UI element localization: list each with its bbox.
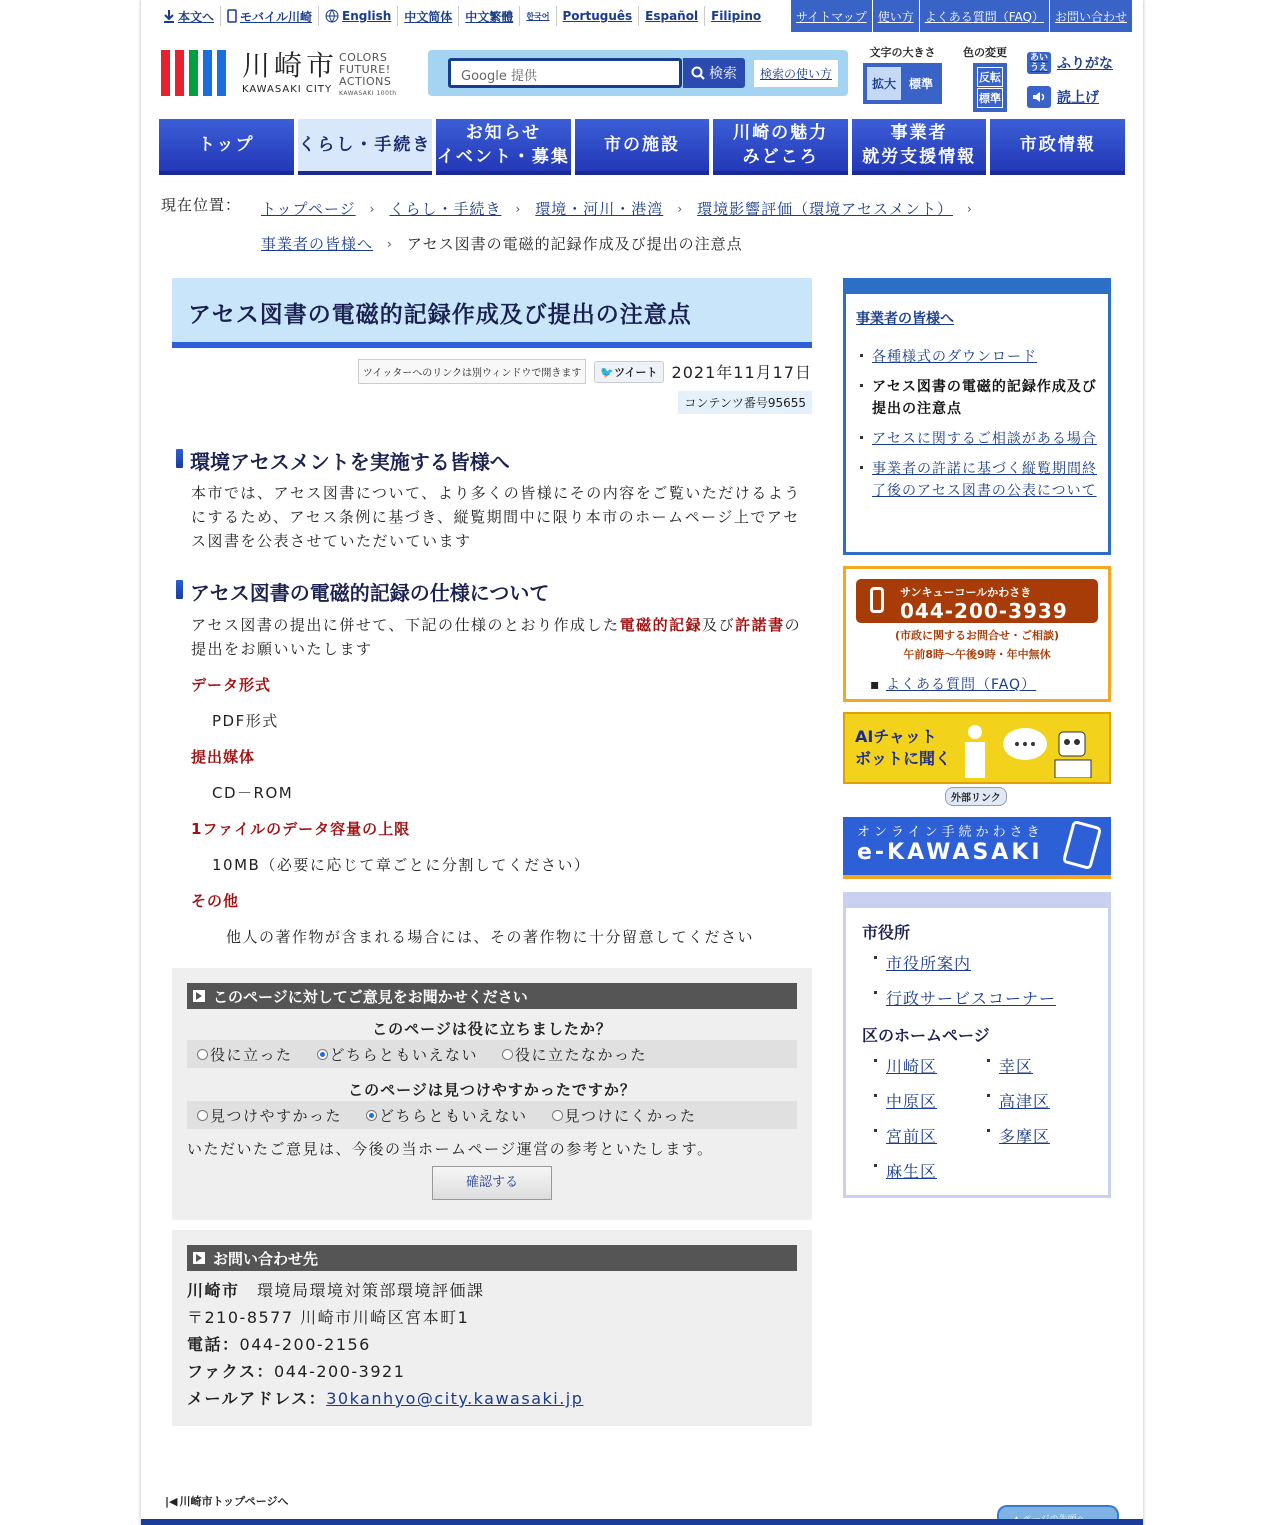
content-number: コンテンツ番号95655 [678,391,812,414]
search-icon [691,66,705,80]
furigana-icon: あいうえ [1027,52,1051,74]
furigana-button[interactable]: あいうえ ふりがな [1027,52,1113,74]
top-links [791,0,1133,32]
service-corner-link[interactable]: 行政サービスコーナー [862,986,1092,1009]
breadcrumb-current: アセス図書の電磁的記録作成及び提出の注意点 [406,235,743,253]
logo-jp: 川崎市 [242,49,339,82]
feedback-form [172,968,812,1220]
mobile-icon [227,9,237,23]
skip-label: 本文へ [178,9,215,24]
mobile-link[interactable] [221,6,319,26]
sidebar-faq-link[interactable]: ▪ よくある質問（FAQ） [870,677,1037,693]
contact-mail: メールアドレス：30kanhyo@city.kawasaki.jp [187,1389,584,1408]
lang-english[interactable] [319,6,398,26]
breadcrumb-top[interactable]: トップページ [261,200,356,218]
global-nav [159,119,1125,175]
radio-icon [197,1110,208,1121]
accessibility-tools [1027,52,1113,120]
spec-term-other: その他 [191,892,240,910]
nav-top[interactable]: トップ [159,119,294,175]
lang-filipino[interactable]: Filipino [711,9,762,23]
city-top-link[interactable]: |◀ 川崎市トップページへ [165,1494,289,1508]
feedback-header: このページに対してご意見をお聞かせください [187,983,797,1009]
font-size-label: 文字の大きさ [869,46,936,59]
arrow-box-icon [193,1252,205,1264]
search-box [428,50,848,96]
local-nav-item[interactable]: アセスに関するご相談がある場合 [856,428,1098,450]
findable-radio-no[interactable]: 見つけにくかった [552,1105,697,1126]
skip-link[interactable] [157,6,221,26]
slogan-logo: COLORS FUTURE! ACTIONS KAWASAKI 100th [339,51,397,97]
city-links-box [843,892,1111,1198]
spec-desc-format: PDF形式 [212,712,279,730]
call-note-2: 午前8時～午後9時・年中無休 [903,648,1051,661]
question-useful: このページは役に立ちましたか？ [372,1020,612,1038]
spec-term-media: 提出媒体 [191,748,256,766]
local-nav-item[interactable]: 各種様式のダウンロード [856,346,1098,368]
contact-link[interactable]: お問い合わせ [1050,0,1133,32]
publish-date: 2021年11月17日 [671,363,812,382]
nav-city-info[interactable]: 市政情報 [990,119,1125,175]
ward-saiwai[interactable]: 幸区 [975,1054,1088,1077]
useful-radio-no[interactable]: 役に立たなかった [502,1044,647,1065]
lang-zh-tw[interactable]: 中文繁體 [459,6,520,26]
lang-portuguese[interactable]: Português [557,6,640,26]
utility-bar [157,0,767,32]
ward-takatsu[interactable]: 高津区 [975,1089,1088,1112]
contact-fax: ファクス：044-200-3921 [187,1362,406,1381]
contact-tel: 電話：044-200-2156 [187,1335,371,1354]
color-invert-button[interactable]: 反転 [977,67,1003,87]
local-nav-item[interactable]: 事業者の許諾に基づく縦覧期間終了後のアセス図書の公表について [856,458,1098,502]
tweet-button[interactable]: 🐦ツイート [594,361,663,383]
findable-radio-yes[interactable]: 見つけやすかった [197,1105,342,1126]
lang-english-label: English [342,9,392,23]
useful-radio-yes[interactable]: 役に立った [197,1044,293,1065]
nav-life[interactable]: くらし・手続き [298,119,433,175]
globe-icon [325,9,339,23]
lang-korean[interactable]: 한국어 [520,6,556,26]
section-1-text: 本市では、アセス図書について、より多くの皆様にその内容をご覧いただけるようにするため、アセス条例に基づき、縦覧期間中に限り本市のホームページ上でアセス図書を公表させていただいています [191,484,801,550]
phone-icon [870,587,884,613]
nav-attractions[interactable]: 川崎の魅力 みどころ [713,119,848,175]
faq-link[interactable]: よくある質問（FAQ） [920,0,1050,32]
city-logo[interactable] [161,50,338,96]
ward-asao[interactable]: 麻生区 [862,1159,975,1182]
twitter-icon: 🐦 [600,365,615,379]
nav-facilities[interactable]: 市の施設 [575,119,710,175]
section-2-text: アセス図書の提出に併せて、下記の仕様のとおり作成した電磁的記録及び許諾書の提出をお願いいたします [191,616,802,658]
ward-miyamae[interactable]: 宮前区 [862,1124,975,1147]
color-label: 色の変更 [963,46,1007,59]
read-aloud-button[interactable]: 読上げ [1027,86,1113,108]
contact-address: 〒210-8577 川崎市川崎区宮本町1 [187,1308,470,1327]
search-howto-link[interactable]: 検索の使い方 [754,60,838,87]
nav-news[interactable]: お知らせ イベント・募集 [436,119,571,175]
question-findable: このページは見つけやすかったですか？ [348,1081,636,1099]
useful-radio-neutral[interactable]: どちらともいえない [317,1044,479,1065]
radio-icon [502,1049,513,1060]
logo-en: KAWASAKI CITY [242,84,333,95]
local-nav [843,278,1111,555]
font-size-control [863,44,942,104]
radio-selected-icon [366,1110,377,1121]
back-arrow-icon: |◀ [165,1494,178,1508]
breadcrumb-assessment[interactable]: 環境影響評価（環境アセスメント） [697,200,953,218]
main-content [172,278,812,1408]
breadcrumb-environment[interactable]: 環境・河川・港湾 [535,200,664,218]
confirm-button[interactable]: 確認する [432,1166,552,1200]
spec-term-format: データ形式 [191,676,272,694]
footer-bar [141,1519,1143,1525]
ai-chatbot-banner[interactable]: AIチャット ボットに聞く [843,712,1111,784]
color-normal-button[interactable]: 標準 [977,88,1003,108]
breadcrumb-life[interactable]: くらし・手続き [389,200,502,218]
external-link-badge: 外部リンク [945,787,1007,806]
spec-desc-other: 他人の著作物が含まれる場合には、その著作物に十分留意してください [226,928,755,946]
section-heading-1: 環境アセスメントを実施する皆様へ [176,446,510,475]
lang-zh-cn[interactable]: 中文简体 [398,6,459,26]
breadcrumb-label: 現在位置： [161,196,242,214]
lang-spanish[interactable]: Español [639,6,705,26]
wards-heading: 区のホームページ [862,1026,990,1045]
arrow-box-icon [193,990,205,1002]
mail-link[interactable]: 30kanhyo@city.kawasaki.jp [326,1389,584,1408]
font-normal-button[interactable]: 標準 [909,77,934,91]
city-hall-link[interactable]: 市役所案内 [862,951,1092,974]
city-hall-heading: 市役所 [862,923,911,942]
mobile-label: モバイル川崎 [240,9,313,24]
ward-tama[interactable]: 多摩区 [975,1124,1088,1147]
radio-icon [197,1049,208,1060]
contact-org: 川崎市 環境局環境対策部環境評価課 [187,1281,485,1300]
spec-desc-size: 10MB（必要に応じて章ごとに分割してください） [212,856,591,874]
radio-icon [552,1110,563,1121]
howto-link[interactable]: 使い方 [873,0,920,32]
contact-box [172,1230,812,1426]
sitemap-link[interactable]: サイトマップ [791,0,873,32]
spec-term-size: 1ファイルのデータ容量の上限 [191,820,411,838]
ward-kawasaki[interactable]: 川崎区 [862,1054,975,1077]
useful-options [187,1040,797,1068]
call-center-box [843,566,1111,702]
feedback-note: いただいたご意見は、今後の当ホームページ運営の参考といたします。 [187,1140,714,1158]
chatbot-icon [955,722,1095,778]
section-heading-2: アセス図書の電磁的記録の仕様について [176,577,549,606]
spec-desc-media: CD－ROM [212,784,294,802]
local-nav-item-current: アセス図書の電磁的記録作成及び提出の注意点 [856,376,1098,420]
findable-radio-neutral[interactable]: どちらともいえない [366,1105,528,1126]
sidebar [843,278,1111,1181]
speaker-icon [1027,86,1051,108]
radio-selected-icon [317,1049,328,1060]
color-control [963,44,1007,112]
search-input[interactable]: Google 提供 [448,58,682,88]
findable-options [187,1101,797,1129]
twitter-note: ツイッターへのリンクは別ウィンドウで開きます [358,359,587,384]
logo-mark [161,50,226,96]
call-note-1: (市政に関するお問合せ・ご相談) [894,629,1060,642]
contact-header: お問い合わせ先 [187,1245,797,1271]
page-title: アセス図書の電磁的記録作成及び提出の注意点 [172,278,812,348]
call-center-banner[interactable]: サンキューコールかわさき 044-200-3939 [856,579,1098,623]
ward-nakahara[interactable]: 中原区 [862,1089,975,1112]
breadcrumb-business[interactable]: 事業者の皆様へ [261,235,374,253]
search-button-label: 検索 [709,66,737,82]
page: 本文へ モバイル川崎 English 中文简体 中文繁體 한국어 Português Español Filipino サイトマップ 使い方 よくある質問（FAQ） お問い合わせ 川崎市 KAWASAKI CITY COLORS FUTURE! ACTIONS KAWASAKI 100th Google 提供 検索 検索の使い方 文字の大きさ 拡大 標準 色の変更 反転 標準 あいうえ ふりがな 読上げ トップ くらし・手続き お知らせ イベント・募集 市の施設 川崎の魅力 みどころ 事業者 就労支援情報 市政情報 現在位置： トップページ › くらし・手続き › 環境・河川・港湾 › 環境影響評価（環境アセスメント） › 事業者の皆様へ › アセス図書の電磁的記録作成及び提出の注意点 アセス図書の電磁的記録作成及び提出の注意点 ツイッターへのリンクは別ウィンドウで開きます 🐦ツイート 2021年11月17日 コンテンツ番号95655 環境アセスメントを実施する皆様へ 本市では、アセス図書について、より多くの皆様にその内容をご覧いただけるようにするため、アセス条例に基づき、縦覧期間中に限り本市のホームページ上でアセス図書を公表させていただいています アセス図書の電磁的記録の仕様について アセス図書の提出に併せて、下記の仕様のとおり作成した電磁的記録及び許諾書の提出をお願いいたします データ形式 PDF形式 提出媒体 CD－ROM 1ファイルのデータ容量の上限 10MB（必要に応じて章ごとに分割してください） その他 他人の著作物が含まれる場合には、その著作物に十分留意してください このページに対してご意見をお聞かせください このページは役に立ちましたか？ 役に立った どちらともいえない 役に立たなかった このページは見つけやすかったですか？ 見つけやすかった どちらともいえない 見つけにくかった いただいたご意見は、今後の当ホームページ運営の参考といたします。 確認する お問い合わせ先 川崎市 環境局環境対策部環境評価課 〒210-8577 川崎市川崎区宮本町1 電話：044-200-2156 ファクス：044-200-3921 メールアドレス：30kanhyo@city.kawasaki.jp 事業者の皆様へ 各種様式のダウンロード アセス図書の電磁的記録作成及び提出の注意点 アセスに関するご相談がある場合 事業者の許諾に基づく縦覧期間終了後のアセス図書の公表について サンキューコールかわさき 044-200-3939 (市政に関するお問合せ・ご相談) 午前8時～午後9時・年中無休 ▪ よくある質問（FAQ） AIチャット ボットに聞く 外部リンク オンライン手続かわさき e-KAWASAKI 市役所 市役所案内 行政サービスコーナー 区のホームページ 川崎区 幸区 中原区 高津区 宮前区 多摩区 麻生区 |◀ 川崎市トップページへ [141,0,1143,1525]
e-kawasaki-banner[interactable]: オンライン手続かわさき e-KAWASAKI [843,817,1111,879]
local-nav-head[interactable]: 事業者の皆様へ [856,311,954,327]
search-button[interactable] [683,58,745,88]
font-enlarge-button[interactable]: 拡大 [867,67,901,100]
nav-business[interactable]: 事業者 就労支援情報 [852,119,987,175]
download-arrow-icon [163,9,175,23]
